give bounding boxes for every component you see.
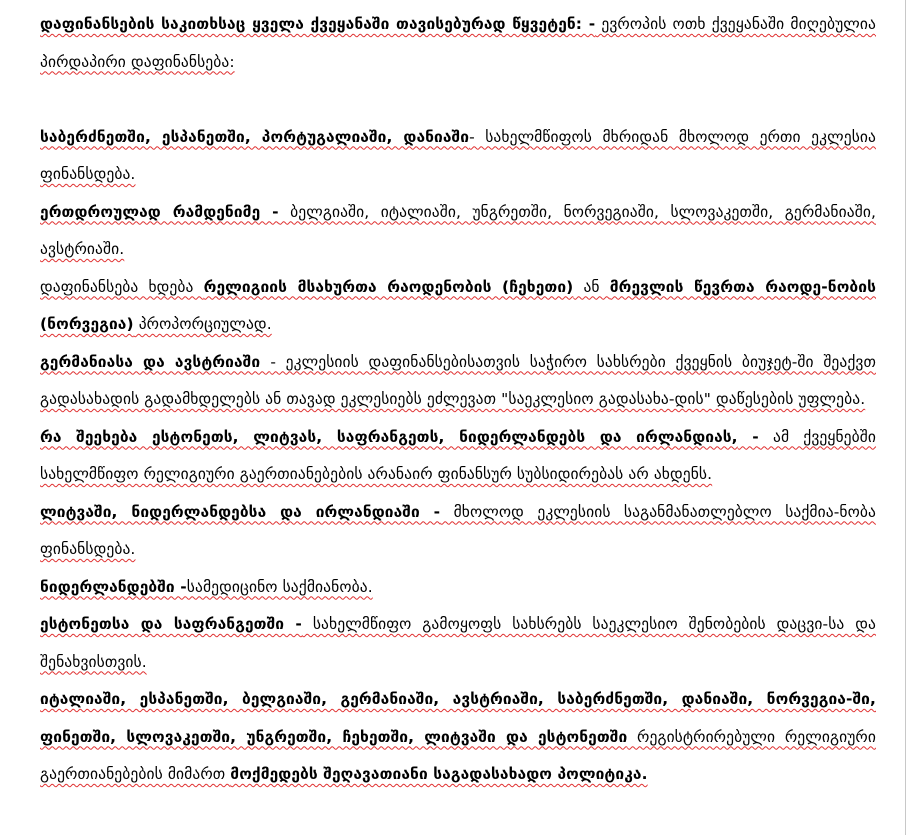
text-run: პროპორციულად. xyxy=(133,315,272,333)
bold-text-run: მოქმედებს შეღავათიანი საგადასახადო პოლიტიკა. xyxy=(230,765,648,783)
text-run: ამ ქვეყნებში სახელმწიფო რელიგიური გაერთიანებების არანაირ ფინანსურ სუბსიდირებას არ ახდენს. xyxy=(40,427,877,483)
bold-text-run: ესტონეთსა და საფრანგეთში - xyxy=(40,615,302,633)
bold-text-run: მრევლის წევრთა რაოდე-ნობის (ნორვეგია) xyxy=(40,277,876,333)
bold-text-run: ლიტვაში, ნიდერლანდებსა და ირლანდიაში - xyxy=(40,502,441,521)
paragraph xyxy=(40,569,876,607)
text-run: ევროპის ოთხ ქვეყანაში მიღებულია პირდაპირი დაფინანსება: xyxy=(40,15,876,71)
text-run: - სახელმწიფოს მხრიდან მხოლოდ ერთი ეკლესია ფინანსდება. xyxy=(40,127,876,183)
bold-text-run: რა შეეხება ესტონეთს, ლიტვას, საფრანგეთს, ნიდერლანდებს და ირლანდიას, xyxy=(40,427,738,446)
bold-text-run: დაფინანსების საკითხსაც ყველა ქვეყანაში თავისებურად წყვეტენ: - xyxy=(40,15,596,33)
bold-text-run: ნიდერლანდებში - xyxy=(40,577,187,596)
text-run: ბელგიაში, იტალიაში, უნგრეთში, ნორვეგიაში, სლოვაკეთში, გერმანიაში, ავსტრიაში. xyxy=(40,202,876,258)
paragraph xyxy=(40,119,876,194)
page-edge-divider xyxy=(905,0,906,835)
paragraph xyxy=(40,681,876,794)
bold-text-run: გერმანიასა და ავსტრიაში xyxy=(40,352,271,371)
document-body[interactable] xyxy=(40,6,876,794)
text-run: სამედიცინო საქმიანობა. xyxy=(186,577,373,596)
paragraph xyxy=(40,194,876,269)
bold-text-run: ერთდროულად რამდენიმე - xyxy=(40,202,279,221)
paragraph xyxy=(40,269,876,344)
paragraph xyxy=(40,494,876,569)
paragraph xyxy=(40,344,876,419)
bold-text-run: - xyxy=(737,427,759,446)
bold-text-run: იტალიაში, ესპანეთში, ბელგიაში, გერმანიაში, ავსტრიაში, საბერძნეთში, დანიაში, ნორვეგია-ში, ფინეთში, სლოვაკეთში, უნგრეთში, ჩეხეთში, ლიტვაში და ესტონეთში xyxy=(40,690,876,746)
text-run: რეგისტრირებული რელიგიური გაერთიანებების მიმართ xyxy=(40,727,876,783)
text-run: სახელმწიფო გამოყოფს სახსრებს საეკლესიო შენობების დაცვი-სა და შენახვისთვის. xyxy=(40,615,876,671)
bold-text-run: რელიგიის მსახურთა რაოდენობის (ჩეხეთი) xyxy=(203,277,574,296)
paragraph xyxy=(40,419,876,494)
text-run: დაფინანსება ხდება xyxy=(40,277,204,296)
empty-paragraph xyxy=(40,81,876,119)
bold-text-run: საბერძნეთში, ესპანეთში, პორტუგალიაში, დანიაში xyxy=(40,127,470,146)
paragraph xyxy=(40,6,876,81)
text-run: - ეკლესიის დაფინანსებისათვის საჭირო სახსრები ქვეყნის ბიუჯეტ-ში შეაქვთ გადასახადის გადამხდელებს ან თავად ეკლესიებს ეძლევათ "საეკლესიო გადასახა-დის" დაწესების უფლება. xyxy=(40,352,876,408)
text-run: ან xyxy=(573,277,610,296)
paragraph xyxy=(40,606,876,681)
text-run: მხოლოდ ეკლესიის საგანმანათლებლო საქმია-ნობა ფინანსდება. xyxy=(40,502,876,558)
